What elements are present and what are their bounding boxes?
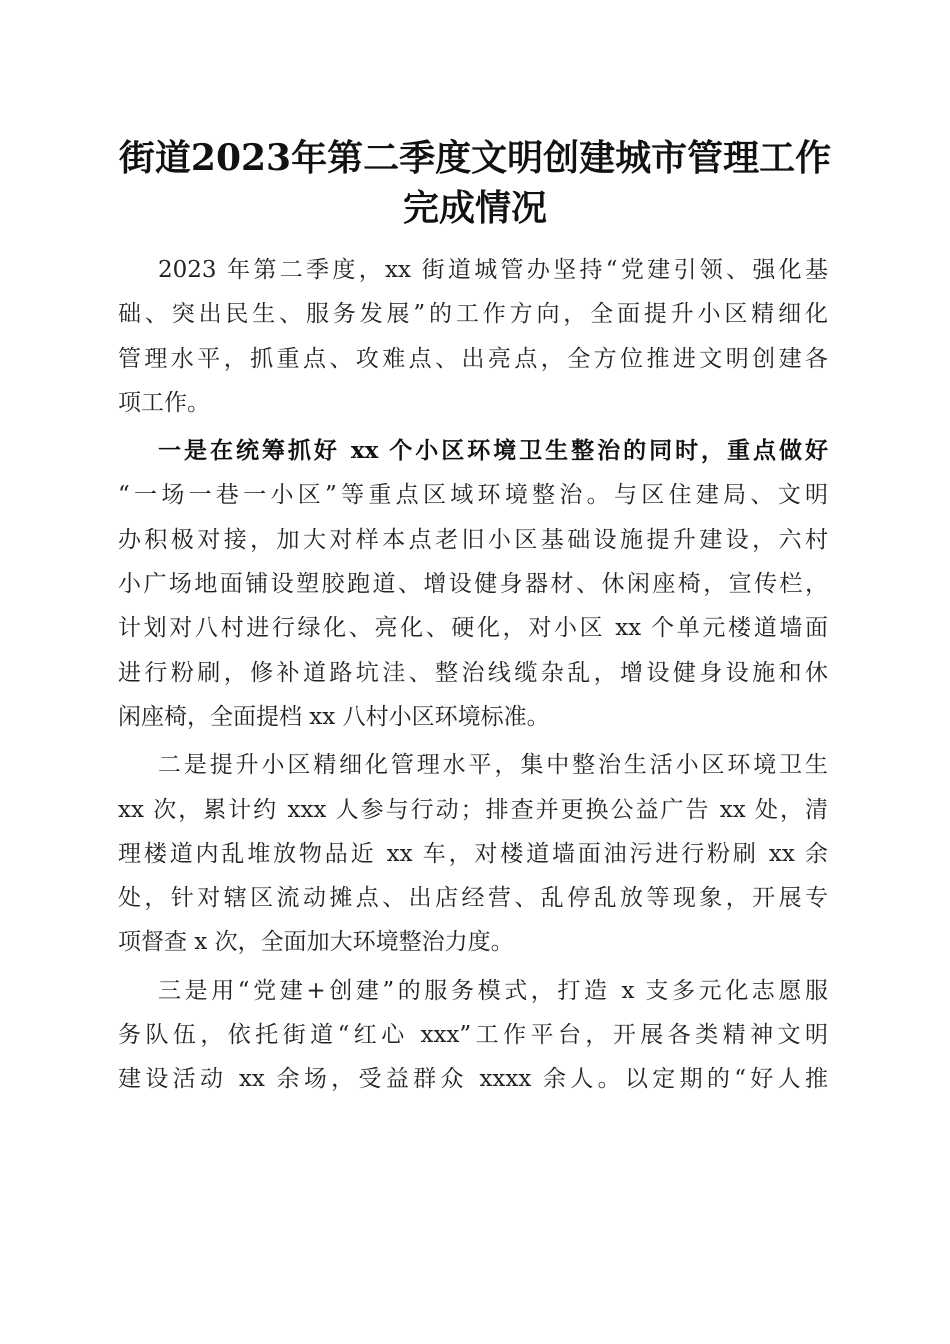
paragraph-line: 项督查 x 次，全面加大环境整治力度。 [118,929,514,956]
paragraph-intro [118,248,828,425]
paragraph-line: 闲座椅，全面提档 xx 八村小区环境标准。 [118,703,550,730]
paragraph-line: 建设活动 xx 余场，受益群众 xxxx 余人。以定期的“好人推 [118,1066,828,1093]
paragraph-line: xx 次，累计约 xxx 人参与行动；排查并更换公益广告 xx 处，清 [118,796,828,823]
paragraph-line: “一场一巷一小区”等重点区域环境整治。与区住建局、文明 [118,482,828,509]
paragraph-line: 办积极对接，加大对样本点老旧小区基础设施提升建设，六村 [118,526,828,553]
paragraph-two [118,743,828,964]
paragraph-line: 计划对八村进行绿化、亮化、硬化，对小区 xx 个单元楼道墙面 [118,615,828,642]
paragraph-line: 三是用“党建+创建”的服务模式，打造 x 支多元化志愿服 [158,977,828,1004]
paragraph-three [118,969,828,1102]
document-body [118,248,828,1102]
paragraph-line: 理楼道内乱堆放物品近 xx 车，对楼道墙面油污进行粉刷 xx 余 [118,840,828,867]
document-title-line-2: 完成情况 [402,187,547,229]
paragraph-one [118,429,828,739]
paragraph-line: 处，针对辖区流动摊点、出店经营、乱停乱放等现象，开展专 [118,885,828,912]
paragraph-line: 务队伍，依托街道“红心 xxx”工作平台，开展各类精神文明 [118,1022,828,1049]
paragraph-line: 一是在统筹抓好 xx 个小区环境卫生整治的同时，重点做好 [158,437,828,465]
paragraph-line: 二是提升小区精细化管理水平，集中整治生活小区环境卫生 [158,752,828,779]
paragraph-line: 项工作。 [118,389,210,416]
paragraph-line: 小广场地面铺设塑胶跑道、增设健身器材、休闲座椅，宣传栏， [118,571,828,598]
paragraph-line: 2023 年第二季度，xx 街道城管办坚持“党建引领、强化基 [158,257,828,283]
paragraph-line: 进行粉刷，修补道路坑洼、整治线缆杂乱，增设健身设施和休 [118,659,828,686]
document-title-line-1: 街道2023年第二季度文明创建城市管理工作 [118,137,832,179]
paragraph-line: 础、突出民生、服务发展”的工作方向，全面提升小区精细化 [118,301,828,328]
paragraph-line: 管理水平，抓重点、攻难点、出亮点，全方位推进文明创建各 [118,345,828,372]
